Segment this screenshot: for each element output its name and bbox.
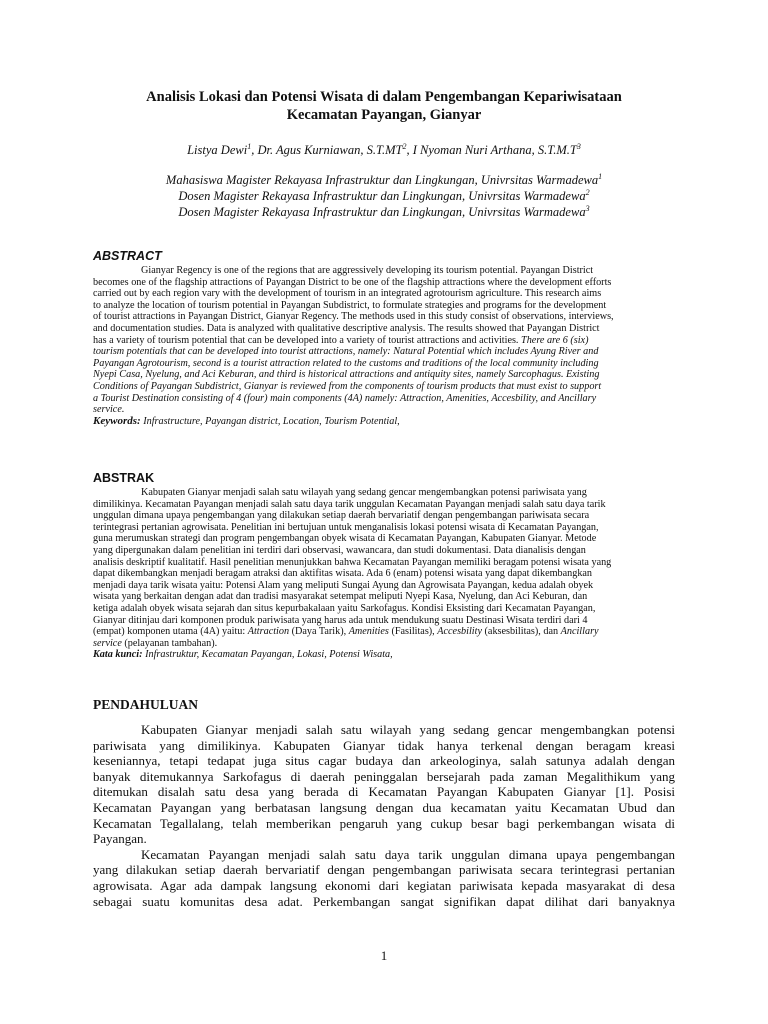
- abstrak-line: dimilikinya. Kecamatan Payangan menjadi salah satu daya tarik unggulan Kecamatan Payangan menjadi salah satu daya tarik: [93, 498, 606, 510]
- author-2: , Dr. Agus Kurniawan, S.T.MT: [251, 143, 403, 157]
- abstract-line: a Tourist Destination consisting of 4 (four) main components (4A) namely: Attraction, Amenities, Accesbility, and Ancillary: [93, 392, 597, 404]
- body-line: Kecamatan Payangan menjadi salah satu daya tarik unggulan dimana upaya pengembangan: [141, 846, 675, 862]
- author-list: [90, 142, 678, 158]
- page-number: 1: [380, 948, 388, 963]
- abstrak-line: Kabupaten Gianyar menjadi salah satu wilayah yang sedang gencar mengembangkan potensi pariwisata yang: [141, 487, 587, 498]
- author-1: Listya Dewi: [187, 143, 248, 157]
- title-line-1: Analisis Lokasi dan Potensi Wisata di dalam Pengembangan Kepariwisataan: [146, 89, 622, 105]
- title-line-2: Kecamatan Payangan, Gianyar: [286, 107, 482, 123]
- abstract-line: and documentation studies. Data is analyzed with qualitative descriptive analysis. The results showed that Payangan District: [93, 322, 600, 334]
- abstrak-line: menjadi daya tarik wisata yaitu: Potensi Alam yang meliputi Sungai Ayung dan Agrowisata Payangan, kedua adalah obyek: [93, 579, 594, 591]
- body-line: pariwisata yang dimilikinya. Kabupaten Gianyar tidak hanya terkenal dengan beragam kreasi: [93, 737, 675, 753]
- abstract-body: [93, 265, 675, 427]
- body-line: yang dilakukan setiap daerah bervariatif dengan pengembangan pariwisata secara terintegrasi pertanian: [93, 862, 675, 878]
- author-3: , I Nyoman Nuri Arthana, S.T.M.T: [406, 143, 577, 157]
- abstrak-line: terintegrasi pertanian agrowisata. Penelitian ini bertujuan untuk menganalisis lokasi potensi wisata di Kecamatan Payangan,: [93, 521, 599, 533]
- abstrak-line: service (pelayanan tambahan).: [93, 637, 218, 649]
- body-line: Kecamatan Payangan yang berbatasan langsung dengan dua kecamatan yaitu Kecamatan Ubud dan: [93, 799, 675, 815]
- abstract-keywords: Keywords: Infrastructure, Payangan district, Location, Tourism Potential,: [93, 415, 400, 427]
- abstrak-line: analisis deskriptif kualitatif. Hasil penelitian menunjukkan bahwa Kecamatan Payangan memiliki beragam potensi wisata yang: [93, 556, 612, 568]
- abstrak-line: dapat dikembangkan menjadi beragam atraksi dan aktifitas wisata. Ada 6 (enam) potensi wisata yang dapat dikembangkan: [93, 568, 593, 580]
- affiliation-3: Dosen Magister Rekayasa Infrastruktur dan Lingkungan, Univrsitas Warmadewa$^3$: [178, 203, 590, 219]
- affiliation-list: [90, 172, 678, 220]
- abstrak-keywords: Kata kunci: Infrastruktur, Kecamatan Payangan, Lokasi, Potensi Wisata,: [93, 649, 393, 661]
- abstract-line: Payangan Agrotourism, second is a tourist attraction related to the customs and traditions of the local community including: [93, 357, 599, 369]
- paper-title: [90, 88, 678, 124]
- pendahuluan-body: [93, 722, 675, 909]
- abstrak-line: yang dipergunakan dalam penelitian ini terdiri dari observasi, wawancara, dan studi dokumentasi. Data dianalisis dengan: [93, 544, 586, 556]
- body-line: agrowisata. Agar ada dampak langsung ekonomi dari kegiatan pariwisata kepada masyarakat di desa: [93, 877, 675, 893]
- abstrak-line: guna merumuskan strategi dan program pengembangan obyek wisata di Kecamatan Payangan, Kabupaten Gianyar. Metode: [93, 533, 597, 545]
- abstract-line: Gianyar Regency is one of the regions that are aggressively developing its tourism potential. Payangan District: [141, 265, 594, 276]
- abstrak-heading: ABSTRAK: [93, 471, 155, 485]
- abstract-line: becomes one of the flagship attractions of Payangan District to be one of the flagship attractions where the development efforts: [93, 276, 612, 288]
- body-line: Kecamatan Tegallalang, telah memberikan pengaruh yang cukup besar bagi perkembangan wisata di: [93, 815, 675, 831]
- body-line: ditemukan disalah satu desa yang berada di Kecamatan Payangan Kabupaten Gianyar [1]. Posisi: [93, 784, 675, 800]
- abstract-line: has a variety of tourism potential that can be developed into a variety of tourist attractions and activities. There are 6 (six): [93, 334, 589, 346]
- body-line: sebagai suatu komunitas desa adat. Perkembangan sangat signifikan dapat dilihat dari banyaknya: [93, 893, 675, 909]
- abstract-line: Conditions of Payangan Subdistrict, Gianyar is reviewed from the components of tourism products that must exist to support: [93, 380, 602, 392]
- affiliation-1: Mahasiswa Magister Rekayasa Infrastruktur dan Lingkungan, Univrsitas Warmadewa$^1$: [165, 171, 603, 187]
- abstract-line: service.: [93, 404, 125, 416]
- body-line: keseniannya, tetapi tedapat juga situs cagar budaya dan arkeologinya, salah satunya adalah dengan: [93, 753, 675, 769]
- abstrak-line: Gianyar ditinjau dari komponen produk pariwisata yang harus ada untuk mendukung suatu Destinasi Wisata terdiri dari 4: [93, 614, 588, 626]
- affiliation-2: Dosen Magister Rekayasa Infrastruktur dan Lingkungan, Univrsitas Warmadewa$^2$: [178, 187, 590, 203]
- abstrak-body: [93, 487, 675, 661]
- abstract-line: Nyepi Casa, Nyelung, and Aci Keburan, and third is historical attractions and antiquity sites, namely Sarcophagus. Existing: [93, 369, 600, 381]
- abstract-line: carried out by each region vary with the development of tourism in an integrated agrotourism agriculture. This research aims: [93, 288, 602, 300]
- abstrak-line: (empat) komponen utama (4A) yaitu: Attraction (Daya Tarik), Amenities (Fasilitas), Accesbility (aksesbilitas), dan Ancillary: [93, 626, 599, 638]
- body-line: Kabupaten Gianyar menjadi salah satu wilayah yang sedang gencar mengembangkan potensi: [141, 722, 675, 737]
- body-line: Payangan.: [93, 831, 147, 847]
- author-2-sup: 2: [402, 141, 407, 151]
- abstract-line: tourism potentials that can be developed into tourist attractions, namely: Natural Potential which includes Ayung River and: [93, 346, 599, 358]
- pendahuluan-heading: PENDAHULUAN: [93, 697, 199, 712]
- body-line: banyak ditemukannya Sarkofagus di daerah peninggalan bersejarah pada zaman Megalithikum yang: [93, 768, 675, 784]
- abstract-heading: ABSTRACT: [93, 249, 162, 263]
- author-3-sup: 3: [576, 141, 581, 151]
- abstrak-line: ketiga adalah obyek wisata sejarah dan situs kepurbakalaan yaitu Sarkofagus. Kondisi Eksisting dari Kecamatan Payangan,: [93, 602, 596, 614]
- abstract-line: to analyze the location of tourism potential in Payangan Subdistrict, to formulate strategies and programs for the development: [93, 299, 607, 311]
- abstrak-line: unggulan dimana upaya pengembangan yang dilakukan setiap daerah bervariatif dengan pengembangan pariwisata secara: [93, 510, 590, 522]
- abstract-line: of tourist attractions in Payangan District, Gianyar Regency. The methods used in this study consist of observations, interviews,: [93, 311, 614, 323]
- author-1-sup: 1: [247, 141, 252, 151]
- abstrak-line: wisata yang berkaitan dengan adat dan tradisi masyarakat setempat meliputi Nyepi Kasa, Nyelung, dan Aci Keburan, dan: [93, 591, 588, 603]
